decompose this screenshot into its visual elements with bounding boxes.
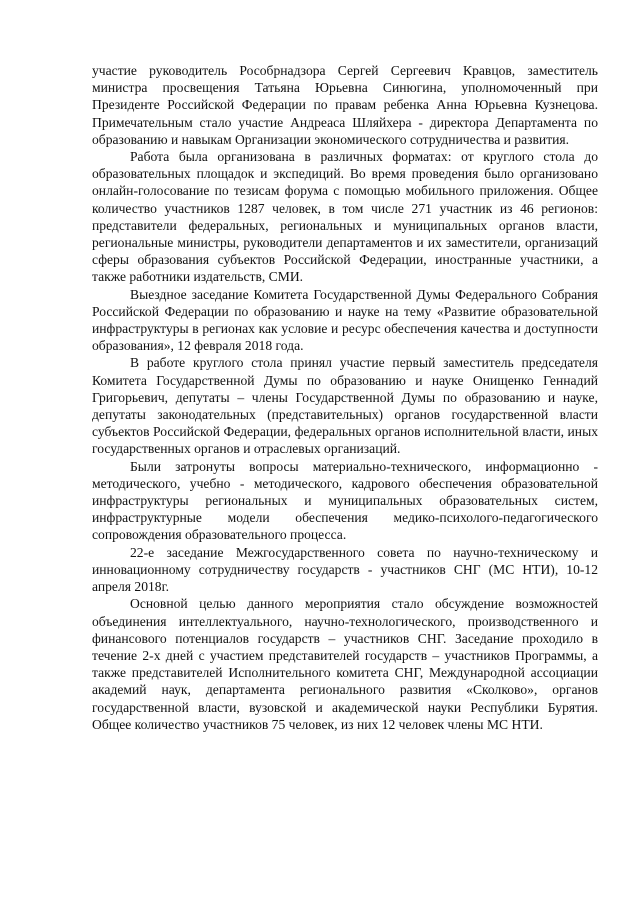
paragraph-formats: Работа была организована в различных форматах: от круглого стола до образовательных площадок и экспедиций. Во время проведения было организовано онлайн-голосование по тезисам форума с помощью мобильного приложения. Общее количество участников 1287 человек, в том числе 271 участник из 46 регионов: представители федеральных, региональных и муниципальных органов власти, региональные министры, руководители департаментов и их заместители, организаций сферы образования субъектов Российской Федерации, иностранные участники, а также работники издательств, СМИ. <box>92 149 598 285</box>
paragraph-participants: участие руководитель Рособрнадзора Сергей Сергеевич Кравцов, заместитель министра просвещения Татьяна Юрьевна Синюгина, уполномоченный при Президенте Российской Федерации по правам ребенка Анна Юрьевна Кузнецова. Примечательным стало участие Андреаса Шляйхера - директора Департамента по образованию и навыкам Организации экономического сотрудничества и развития. <box>92 63 598 147</box>
paragraph-main-goal: Основной целью данного мероприятия стало обсуждение возможностей объединения интеллектуального, научно-технологического, производственного и финансового потенциалов государств – участников СНГ. Заседание проходило в течение 2-х дней с участием представителей государств – участников Программы, а также представителей Исполнительного комитета СНГ, Международной ассоциации академий наук, департамента регионального развития «Сколково», органов государственной власти, вузовской и академической науки Республики Бурятия. Общее количество участников 75 человек, из них 12 человек члены МС НТИ. <box>92 596 598 732</box>
paragraph-topics: Были затронуты вопросы материально-технического, информационно - методического, учебно - методического, кадрового обеспечения образовательной инфраструктуры региональных и муниципальных образовательных систем, инфраструктурные модели обеспечения медико-психолого-педагогического сопровождения образовательного процесса. <box>92 458 598 543</box>
document-page <box>92 62 598 733</box>
paragraph-duma-session: Выездное заседание Комитета Государственной Думы Федерального Собрания Российской Федерации по образованию и науке на тему «Развитие образовательной инфраструктуры в регионах как условие и ресурс обеспечения качества и доступности образования», 12 февраля 2018 года. <box>92 286 598 354</box>
paragraph-round-table: В работе круглого стола принял участие первый заместитель председателя Комитета Государственной Думы по образованию и науке Онищенко Геннадий Григорьевич, депутаты – члены Государственной Думы по образованию и науке, депутаты законодательных (представительных) органов государственной власти субъектов Российской Федерации, федеральных органов исполнительной власти, иных государственных органов и отраслевых организаций. <box>92 355 598 457</box>
paragraph-cis-council: 22-е заседание Межгосударственного совета по научно-техническому и инновационному сотрудничеству государств - участников СНГ (МС НТИ), 10-12 апреля 2018г. <box>92 544 598 595</box>
